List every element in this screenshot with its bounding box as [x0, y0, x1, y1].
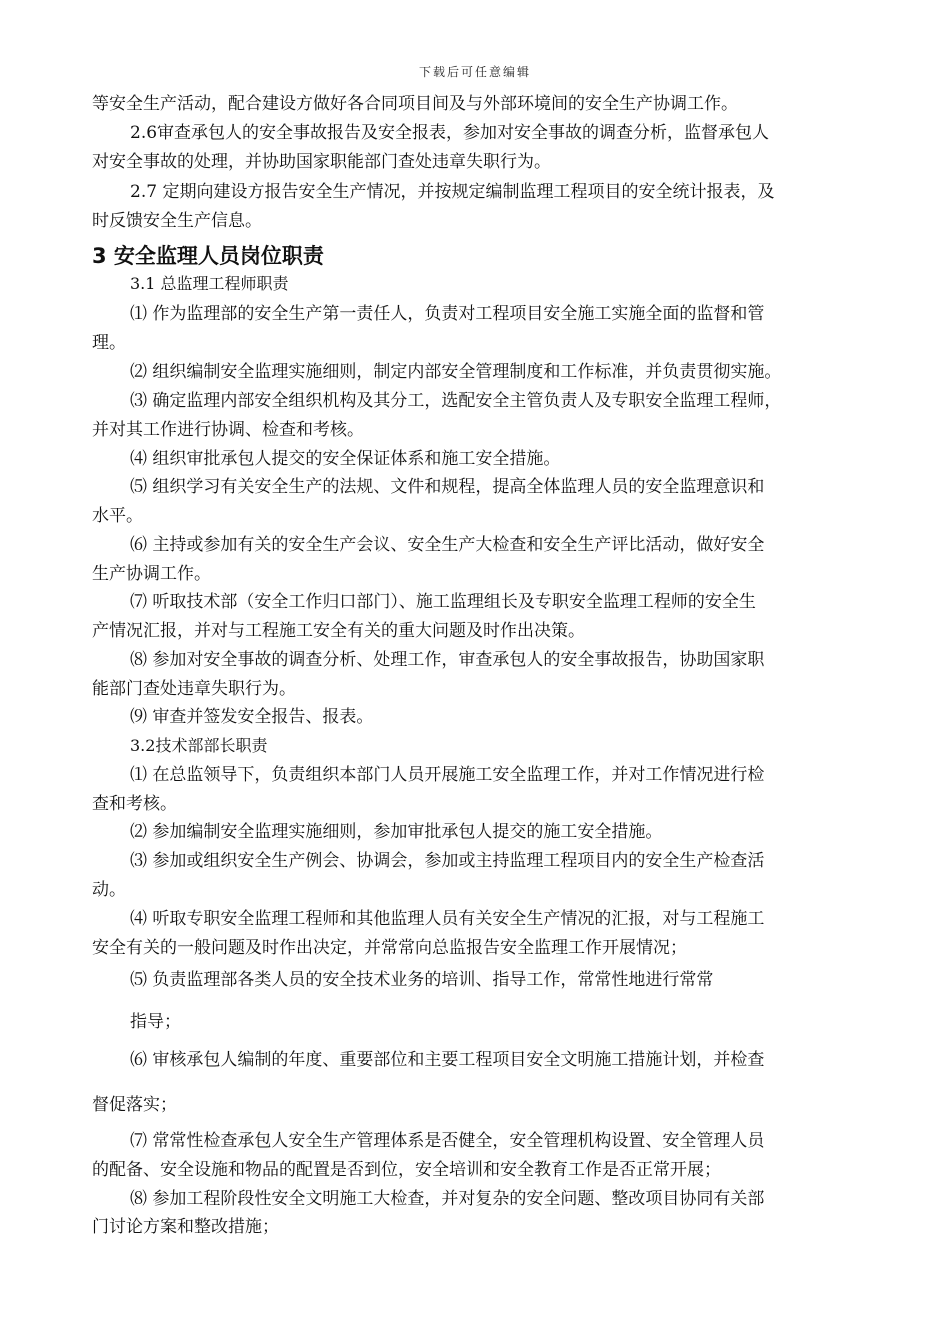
- section-heading: 3 安全监理人员岗位职责: [92, 244, 324, 268]
- body-line: 的配备、安全设施和物品的配置是否到位，安全培训和安全教育工作是否正常开展；: [92, 1160, 721, 1180]
- body-line: ⑷ 听取专职安全监理工程师和其他监理人员有关安全生产情况的汇报，对与工程施工: [130, 909, 765, 929]
- body-line: 等安全生产活动，配合建设方做好各合同项目间及与外部环境间的安全生产协调工作。: [92, 94, 738, 114]
- body-line: 水平。: [92, 506, 143, 526]
- body-line: ⑴ 在总监领导下，负责组织本部门人员开展施工安全监理工作，并对工作情况进行检: [130, 765, 765, 785]
- subsection-title: 3.1 总监理工程师职责: [130, 274, 289, 293]
- body-line: 2.6审查承包人的安全事故报告及安全报表，参加对安全事故的调查分析，监督承包人: [130, 123, 770, 143]
- body-line: ⑺ 听取技术部（安全工作归口部门）、施工监理组长及专职安全监理工程师的安全生: [130, 592, 756, 612]
- body-line: 对安全事故的处理，并协助国家职能部门查处违章失职行为。: [92, 152, 551, 172]
- body-line: ⑶ 确定监理内部安全组织机构及其分工，选配安全主管负责人及专职安全监理工程师，: [130, 391, 782, 411]
- body-line: 并对其工作进行协调、检查和考核。: [92, 420, 364, 440]
- body-line: ⑸ 负责监理部各类人员的安全技术业务的培训、指导工作，常常性地进行常常: [130, 970, 714, 990]
- body-line: 指导；: [130, 1012, 181, 1032]
- body-line: ⑹ 主持或参加有关的安全生产会议、安全生产大检查和安全生产评比活动，做好安全: [130, 535, 765, 555]
- body-line: 理。: [92, 333, 126, 353]
- body-line: 2.7 定期向建设方报告安全生产情况，并按规定编制监理工程项目的安全统计报表，及: [130, 182, 775, 202]
- body-line: ⑴ 作为监理部的安全生产第一责任人，负责对工程项目安全施工实施全面的监督和管: [130, 304, 765, 324]
- body-line: 安全有关的一般问题及时作出决定，并常常向总监报告安全监理工作开展情况；: [92, 938, 687, 958]
- body-line: ⑶ 参加或组织安全生产例会、协调会，参加或主持监理工程项目内的安全生产检查活: [130, 851, 765, 871]
- body-line: ⑸ 组织学习有关安全生产的法规、文件和规程，提高全体监理人员的安全监理意识和: [130, 477, 765, 497]
- body-line: ⑻ 参加对安全事故的调查分析、处理工作，审查承包人的安全事故报告，协助国家职: [130, 650, 765, 670]
- body-line: ⑵ 参加编制安全监理实施细则，参加审批承包人提交的施工安全措施。: [130, 822, 663, 842]
- body-line: 产情况汇报，并对与工程施工安全有关的重大问题及时作出决策。: [92, 621, 585, 641]
- body-line: ⑵ 组织编制安全监理实施细则，制定内部安全管理制度和工作标准，并负责贯彻实施。: [130, 362, 782, 382]
- body-line: 查和考核。: [92, 794, 177, 814]
- body-line: ⑺ 常常性检查承包人安全生产管理体系是否健全，安全管理机构设置、安全管理人员: [130, 1131, 765, 1151]
- body-line: 时反馈安全生产信息。: [92, 211, 262, 231]
- body-line: 能部门查处违章失职行为。: [92, 679, 296, 699]
- body-line: 督促落实；: [92, 1095, 177, 1115]
- body-line: ⑷ 组织审批承包人提交的安全保证体系和施工安全措施。: [130, 449, 561, 469]
- body-line: ⑻ 参加工程阶段性安全文明施工大检查，并对复杂的安全问题、整改项目协同有关部: [130, 1189, 765, 1209]
- page-header: 下载后可任意编辑: [418, 65, 531, 79]
- body-line: 生产协调工作。: [92, 564, 211, 584]
- body-line: ⑹ 审核承包人编制的年度、重要部位和主要工程项目安全文明施工措施计划，并检查: [130, 1050, 765, 1070]
- body-line: 门讨论方案和整改措施；: [92, 1217, 279, 1237]
- subsection-title: 3.2技术部部长职责: [130, 736, 268, 755]
- body-line: 动。: [92, 880, 126, 900]
- body-line: ⑼ 审查并签发安全报告、报表。: [130, 707, 374, 727]
